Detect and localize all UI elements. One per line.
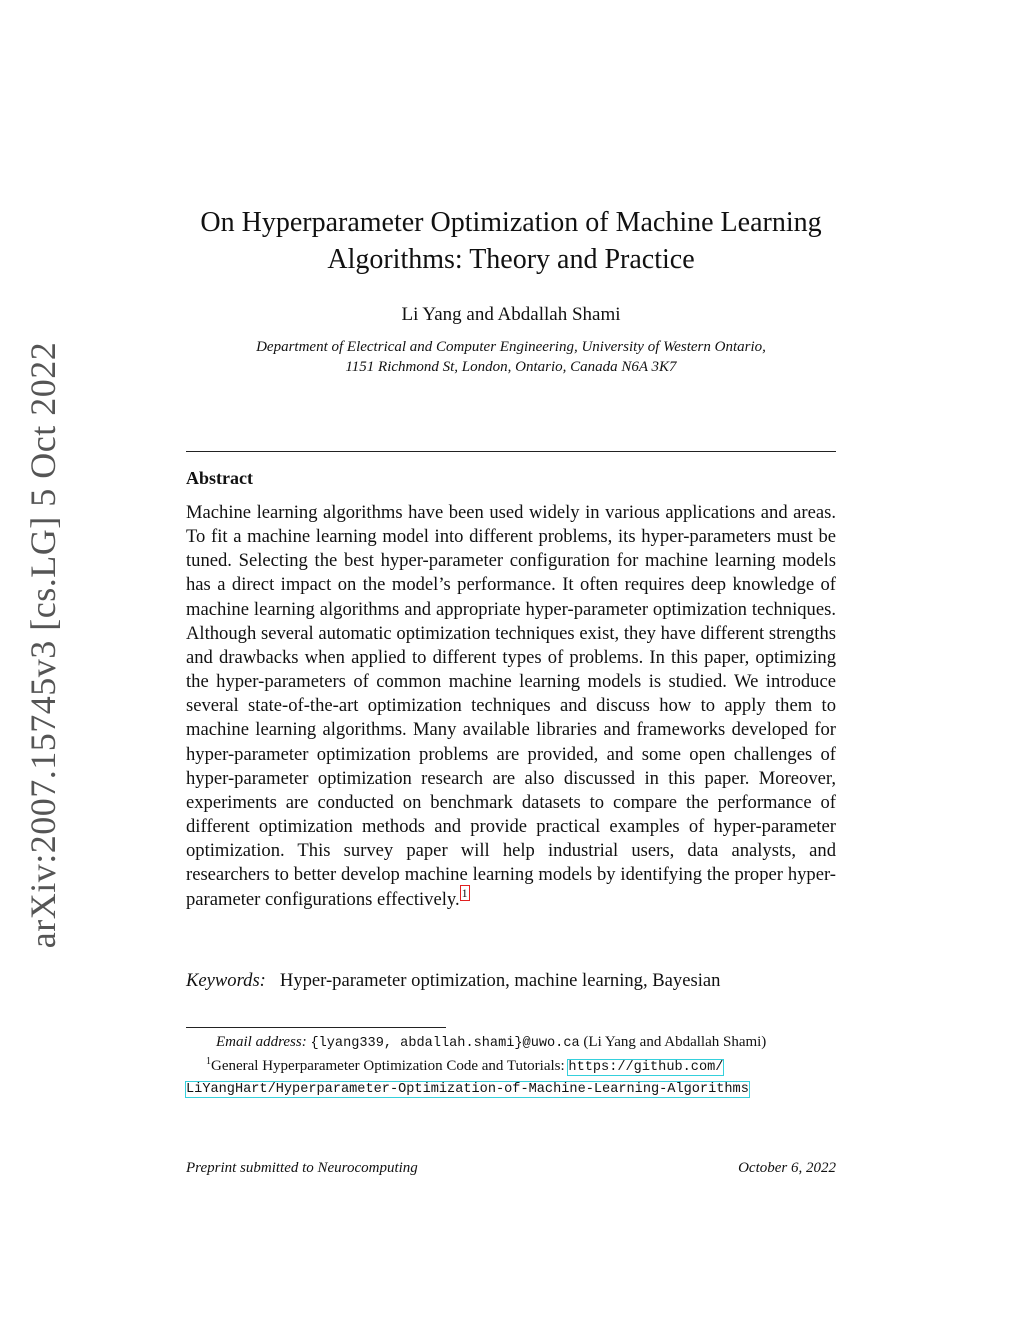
preprint-date: October 6, 2022 (738, 1160, 836, 1176)
footnote-1-link[interactable]: 1 (461, 886, 468, 901)
email-names: (Li Yang and Abdallah Shami) (583, 1034, 767, 1050)
paper-title (186, 204, 836, 278)
email-label: Email address: (216, 1034, 307, 1050)
footnote-email (186, 1032, 836, 1054)
code-text: General Hyperparameter Optimization Code and Tutorials: (211, 1058, 565, 1074)
keywords-label: Keywords: (186, 970, 266, 991)
url-line-2 (186, 1078, 836, 1100)
footnote-code (186, 1056, 836, 1100)
email-address: {lyang339, abdallah.shami}@uwo.ca (310, 1036, 580, 1051)
github-link-part1[interactable]: https://github.com/ (568, 1060, 724, 1075)
footnote-rule (186, 1027, 446, 1028)
title-line-1: On Hyperparameter Optimization of Machine Learning (200, 207, 822, 238)
preprint-notice: Preprint submitted to Neurocomputing (186, 1160, 418, 1176)
abstract-heading: Abstract (186, 468, 253, 488)
abstract-top-rule (186, 451, 836, 452)
keywords-text: Hyper-parameter optimization, machine learning, Bayesian (279, 970, 721, 991)
affiliation-line-2: 1151 Richmond St, London, Ontario, Canada N6A 3K7 (345, 359, 677, 375)
author-affiliation (186, 337, 836, 377)
github-link-part2[interactable]: LiYangHart/Hyperparameter-Optimization-of-Machine-Learning-Algorithms (186, 1082, 749, 1097)
title-line-2: Algorithms: Theory and Practice (327, 244, 695, 275)
keywords-line (186, 970, 836, 992)
affiliation-line-1: Department of Electrical and Computer Engineering, University of Western Ontario, (256, 339, 766, 355)
footnotes (186, 1032, 836, 1100)
abstract-body-text: Machine learning algorithms have been used widely in various applications and areas. To fit a machine learning model into different problems, its hyper-parameters must be tuned. Selecting the best hyper-parameter configuration for machine learning models has a direct impact on the model’s performance. It often requires deep knowledge of machine learning algorithms and appropriate hyper-parameter optimization techniques. Although several automatic optimization techniques exist, they have different strengths and drawbacks when applied to different types of problems. In this paper, optimizing the hyper-parameters of common machine learning models is studied. We introduce several state-of-the-art optimization techniques and discuss how to apply them to machine learning algorithms. Many available libraries and frameworks developed for hyper-parameter optimization problems are provided, and some open challenges of hyper-parameter optimization research are also discussed in this paper. Moreover, experiments are conducted on benchmark datasets to compare the performance of different optimization methods and provide practical examples of hyper-parameter optimization. This survey paper will help industrial users, data analysts, and researchers to better develop machine learning models by identifying the proper hyper-parameter configurations effectively. (186, 502, 836, 910)
arxiv-identifier-stamp: arXiv:2007.15745v3 [cs.LG] 5 Oct 2022 (23, 341, 63, 949)
footnote-1-number: 1 (206, 1056, 211, 1067)
paper-authors: Li Yang and Abdallah Shami (401, 304, 621, 325)
abstract-text (186, 501, 836, 912)
